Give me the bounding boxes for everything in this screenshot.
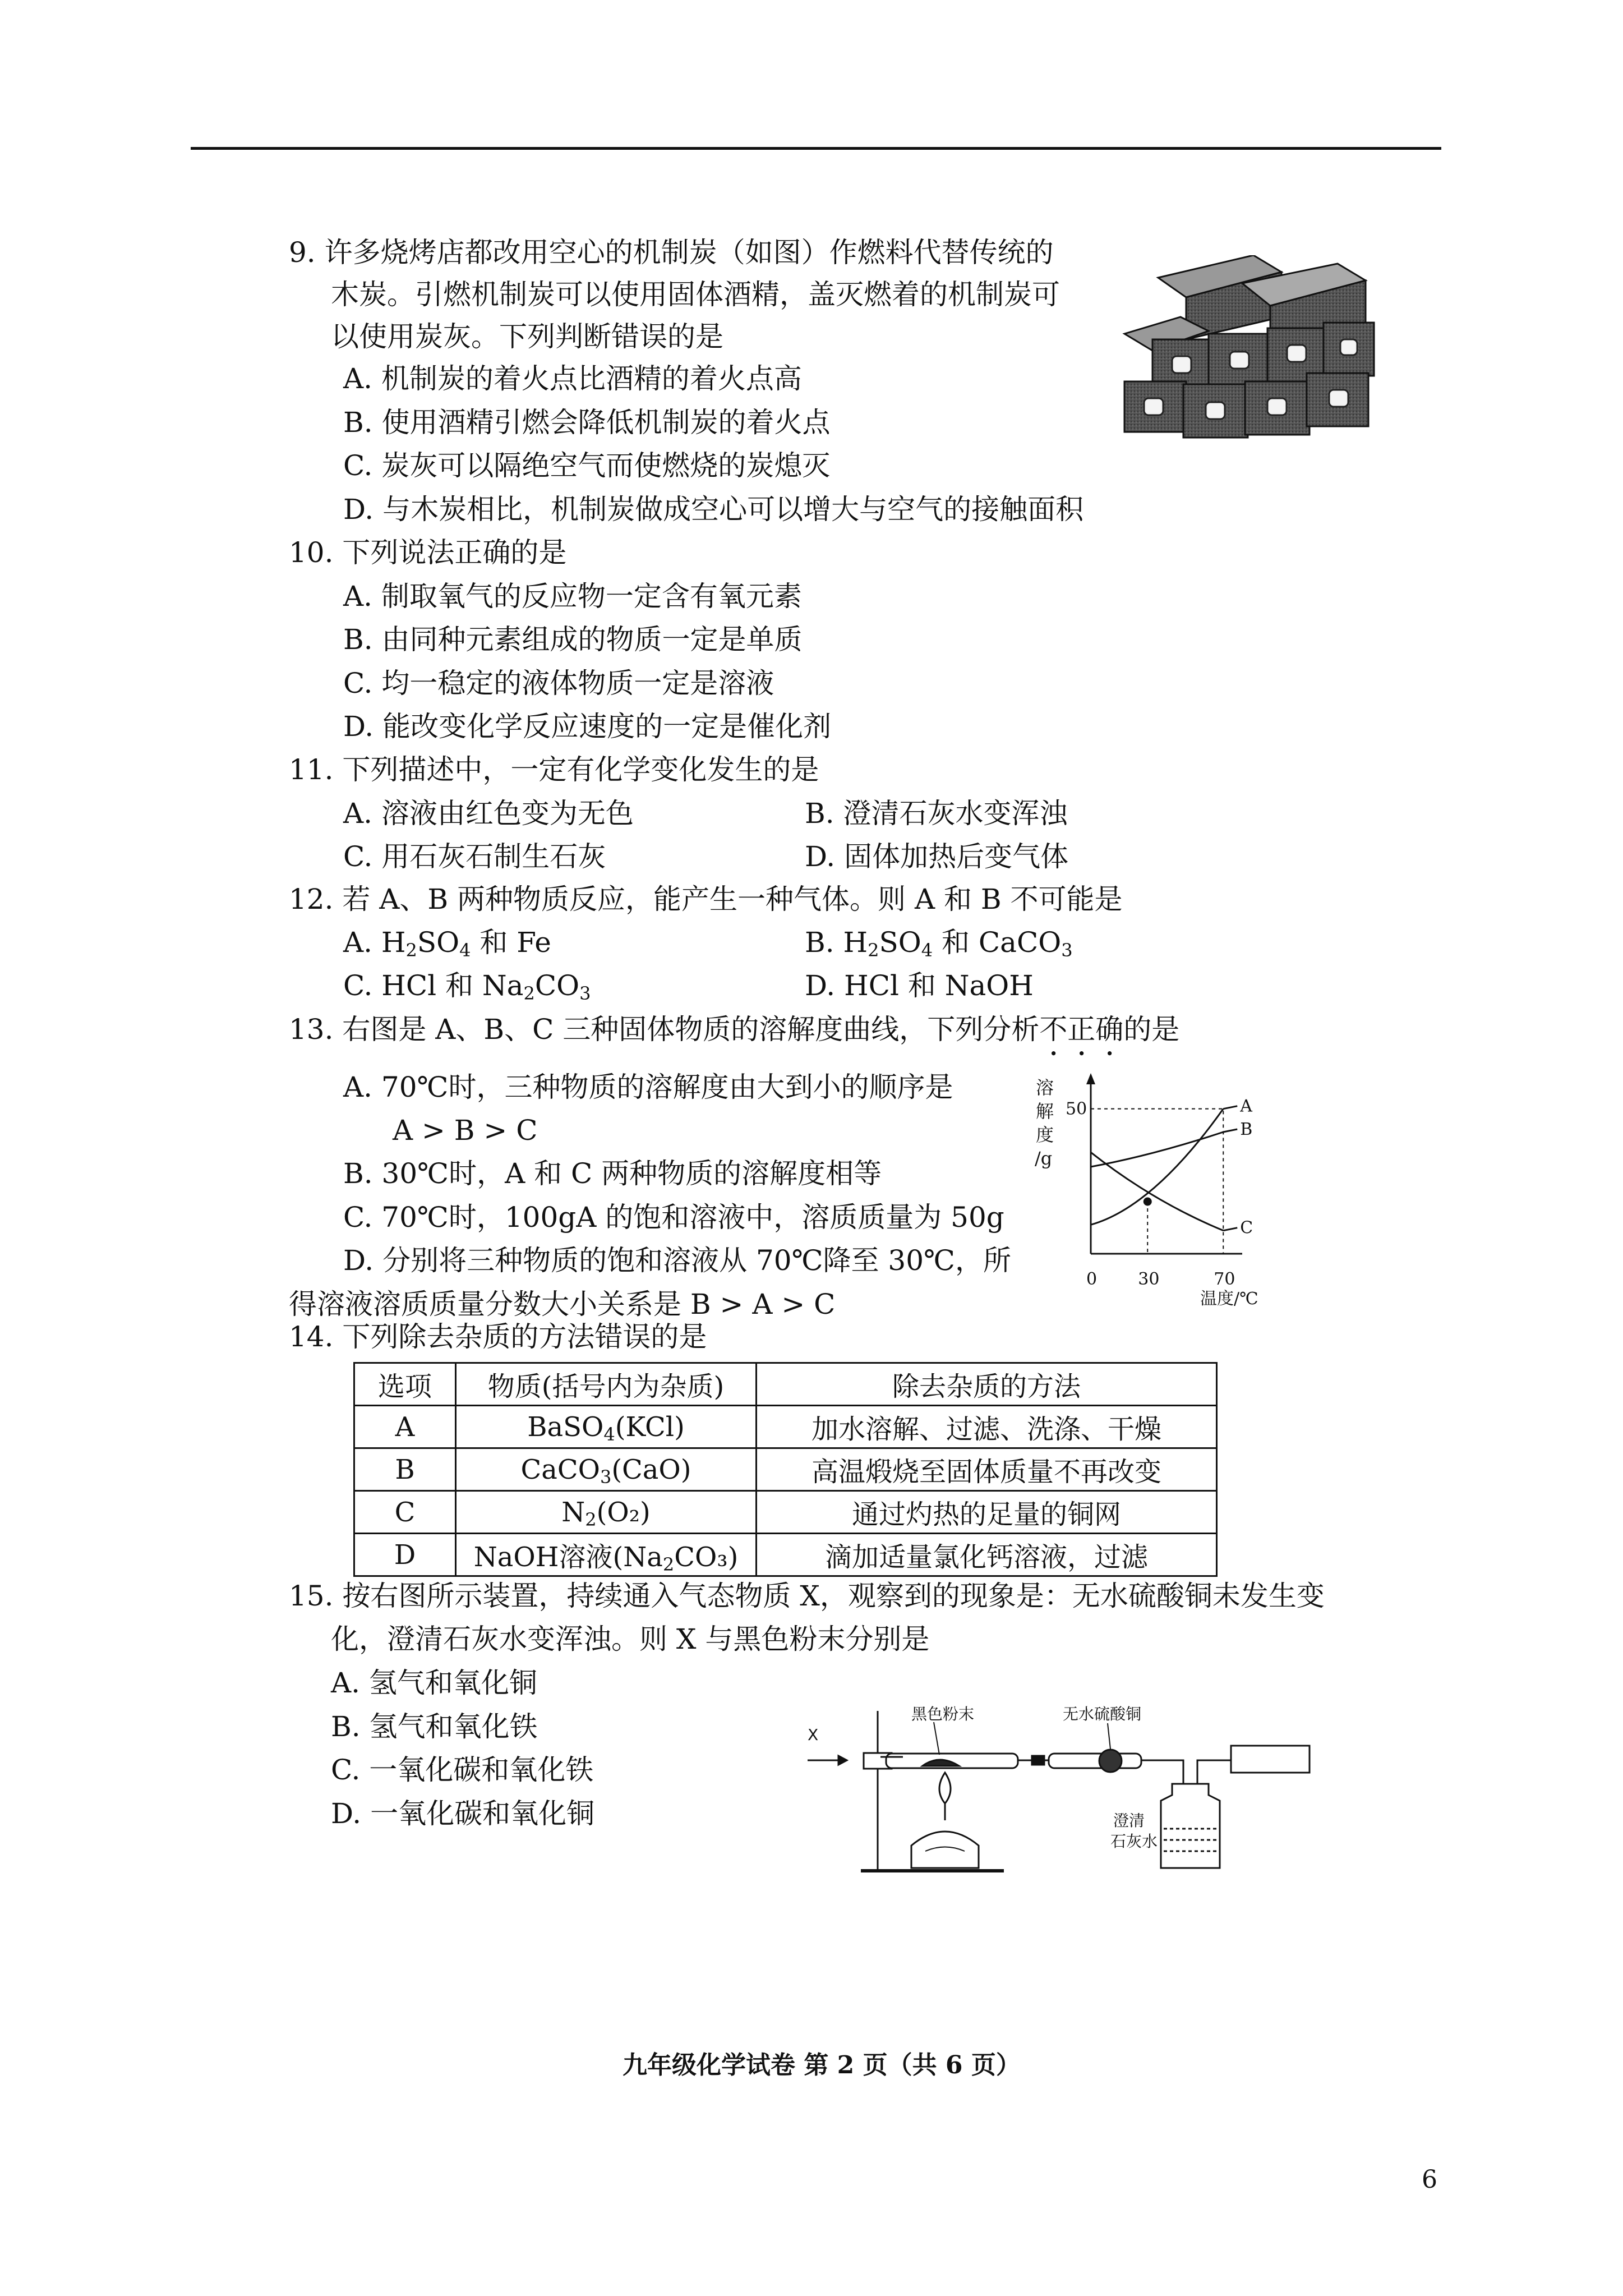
q9-stem-line2: 木炭。引燃机制炭可以使用固体酒精，盖灭燃着的机制炭可 [331,278,1060,311]
y-axis-arrow [1086,1073,1095,1084]
connector-clip [1032,1756,1044,1765]
q9-option-d: D. 与木炭相比，机制炭做成空心可以增大与空气的接触面积 [343,493,1084,526]
q9-option-c: C. 炭灰可以隔绝空气而使燃烧的炭熄灭 [343,449,831,482]
row-substance: $N_2(O_2)$ [456,1491,757,1534]
q14-table [353,1362,1218,1577]
table-row [354,1534,1217,1576]
alcohol-lamp [911,1832,979,1868]
q11-option-d: D. 固体加热后变气体 [805,840,1069,873]
limewater-label-1: 澄清 [1113,1811,1145,1830]
q13-option-a-line1: A. 70℃时，三种物质的溶解度由大到小的顺序是 [343,1071,953,1103]
page-footer: 九年级化学试卷 第 2 页（共 6 页） [623,2051,1021,2079]
table-header-method: 除去杂质的方法 [757,1363,1217,1406]
q12-option-c: C. HCl 和 $Na_2CO_3$ [343,969,591,1004]
y-axis-label-char: 解 [1036,1101,1054,1122]
row-method: 滴加适量氯化钙溶液，过滤 [757,1534,1217,1576]
q11-stem: 11. 下列描述中，一定有化学变化发生的是 [289,753,819,786]
q10-option-d: D. 能改变化学反应速度的一定是催化剂 [343,710,832,743]
q13-option-b: B. 30℃时，A 和 C 两种物质的溶解度相等 [343,1157,882,1190]
q13-option-a-line2: A > B > C [393,1114,538,1147]
page-number: 6 [1422,2165,1437,2194]
q9-stem-line3: 以使用炭灰。下列判断错误的是 [331,320,723,353]
q13-option-c: C. 70℃时，100gA 的饱和溶液中，溶质质量为 50g [343,1201,1004,1234]
anhydrous-cuso4-label: 无水硫酸铜 [1063,1705,1142,1723]
q13-option-d-line2: 得溶液溶质质量分数大小关系是 B > A > C [289,1288,836,1320]
row-option: A [354,1406,456,1448]
series-label-B: B [1240,1120,1253,1139]
row-option: D [354,1534,456,1576]
q9-stem-line1: 9. 许多烧烤店都改用空心的机制炭（如图）作燃料代替传统的 [289,236,1054,269]
table-row [354,1448,1217,1491]
q12-option-a: A. $H_2SO_4$ 和 Fe [343,926,551,961]
q15-option-b: B. 氢气和氧化铁 [331,1710,538,1743]
drying-tube [1049,1754,1141,1768]
guide-70 [1091,1109,1223,1254]
q15-stem-line1: 15. 按右图所示装置，持续通入气态物质 X，观察到的现象是：无水硫酸铜未发生变 [289,1580,1325,1612]
x-axis-label: 温度/℃ [1200,1289,1258,1309]
leader-B [1223,1129,1237,1132]
row-option: C [354,1491,456,1534]
row-option: B [354,1448,456,1491]
intersection-point [1144,1198,1151,1205]
machine-charcoal-photo [1113,255,1377,440]
y-tick-label: 50 [1066,1099,1087,1119]
q15-option-d: D. 一氧化碳和氧化铜 [331,1797,595,1830]
q12-stem: 12. 若 A、B 两种物质反应，能产生一种气体。则 A 和 B 不可能是 [289,883,1123,915]
gas-x-label: X [808,1726,819,1744]
solubility-curve-chart [1029,1069,1281,1332]
x-tick-label: 30 [1138,1269,1160,1289]
curve-C [1091,1152,1223,1231]
x-tick-label: 70 [1214,1269,1235,1289]
row-method: 通过灼热的足量的铜网 [757,1491,1217,1534]
y-axis-label-char: 度 [1036,1124,1054,1145]
q11-option-c: C. 用石灰石制生石灰 [343,840,606,873]
q13-stem: 13. 右图是 A、B、C 三种固体物质的溶解度曲线，下列分析不正确的是 [289,1013,1180,1046]
q15-stem-line2: 化，澄清石灰水变浑浊。则 X 与黑色粉末分别是 [331,1623,930,1655]
table-header-substance: 物质(括号内为杂质) [456,1363,757,1406]
y-axis-label-char: /g [1035,1148,1053,1169]
q9-option-b: B. 使用酒精引燃会降低机制炭的着火点 [343,406,831,439]
q13-option-d-line1: D. 分别将三种物质的饱和溶液从 70℃降至 30℃，所 [343,1244,1011,1277]
q10-option-c: C. 均一稳定的液体物质一定是溶液 [343,667,774,700]
leader-A [1223,1106,1237,1109]
row-method: 高温煅烧至固体质量不再改变 [757,1448,1217,1491]
row-substance: CaCO$_3$(CaO) [456,1448,757,1491]
top-rule [191,147,1441,150]
q14-stem: 14. 下列除去杂质的方法错误的是 [289,1320,707,1353]
q12-option-d: D. HCl 和 NaOH [805,969,1034,1002]
row-substance: BaSO$_4$(KCl) [456,1406,757,1448]
table-row [354,1406,1217,1448]
black-powder-label: 黑色粉末 [911,1705,975,1723]
row-substance: NaOH溶液$(Na_2CO_3)$ [456,1534,757,1576]
q10-option-b: B. 由同种元素组成的物质一定是单质 [343,623,803,656]
curve-B [1091,1132,1223,1167]
q10-stem: 10. 下列说法正确的是 [289,536,567,569]
table-row [354,1491,1217,1534]
limewater-bottle [1161,1784,1220,1868]
row-method: 加水溶解、过滤、洗涤、干燥 [757,1406,1217,1448]
cuso4-bulb [1099,1750,1122,1772]
leader-C [1223,1228,1237,1231]
series-label-C: C [1240,1218,1253,1238]
q10-option-a: A. 制取氧气的反应物一定含有氧元素 [343,580,802,613]
q12-option-b: B. $H_2SO_4$ 和 CaCO$_3$ [805,926,1073,961]
table-header-row [354,1363,1217,1406]
q15-option-a: A. 氢气和氧化铜 [331,1667,537,1699]
tail-gas-box [1231,1746,1310,1773]
q11-option-b: B. 澄清石灰水变浑浊 [805,797,1068,830]
series-label-A: A [1240,1096,1252,1116]
limewater-label-2: 石灰水 [1110,1832,1158,1851]
x-tick-label: 0 [1086,1269,1098,1289]
q9-option-a: A. 机制炭的着火点比酒精的着火点高 [343,362,802,395]
q15-option-c: C. 一氧化碳和氧化铁 [331,1754,594,1786]
q13-emphasis: 不正确 [1039,1013,1124,1046]
flame-icon [939,1773,951,1803]
table-header-option: 选项 [354,1363,456,1406]
q11-option-a: A. 溶液由红色变为无色 [343,797,634,830]
apparatus-diagram [796,1700,1312,1879]
y-axis-label-char: 溶 [1036,1077,1054,1098]
